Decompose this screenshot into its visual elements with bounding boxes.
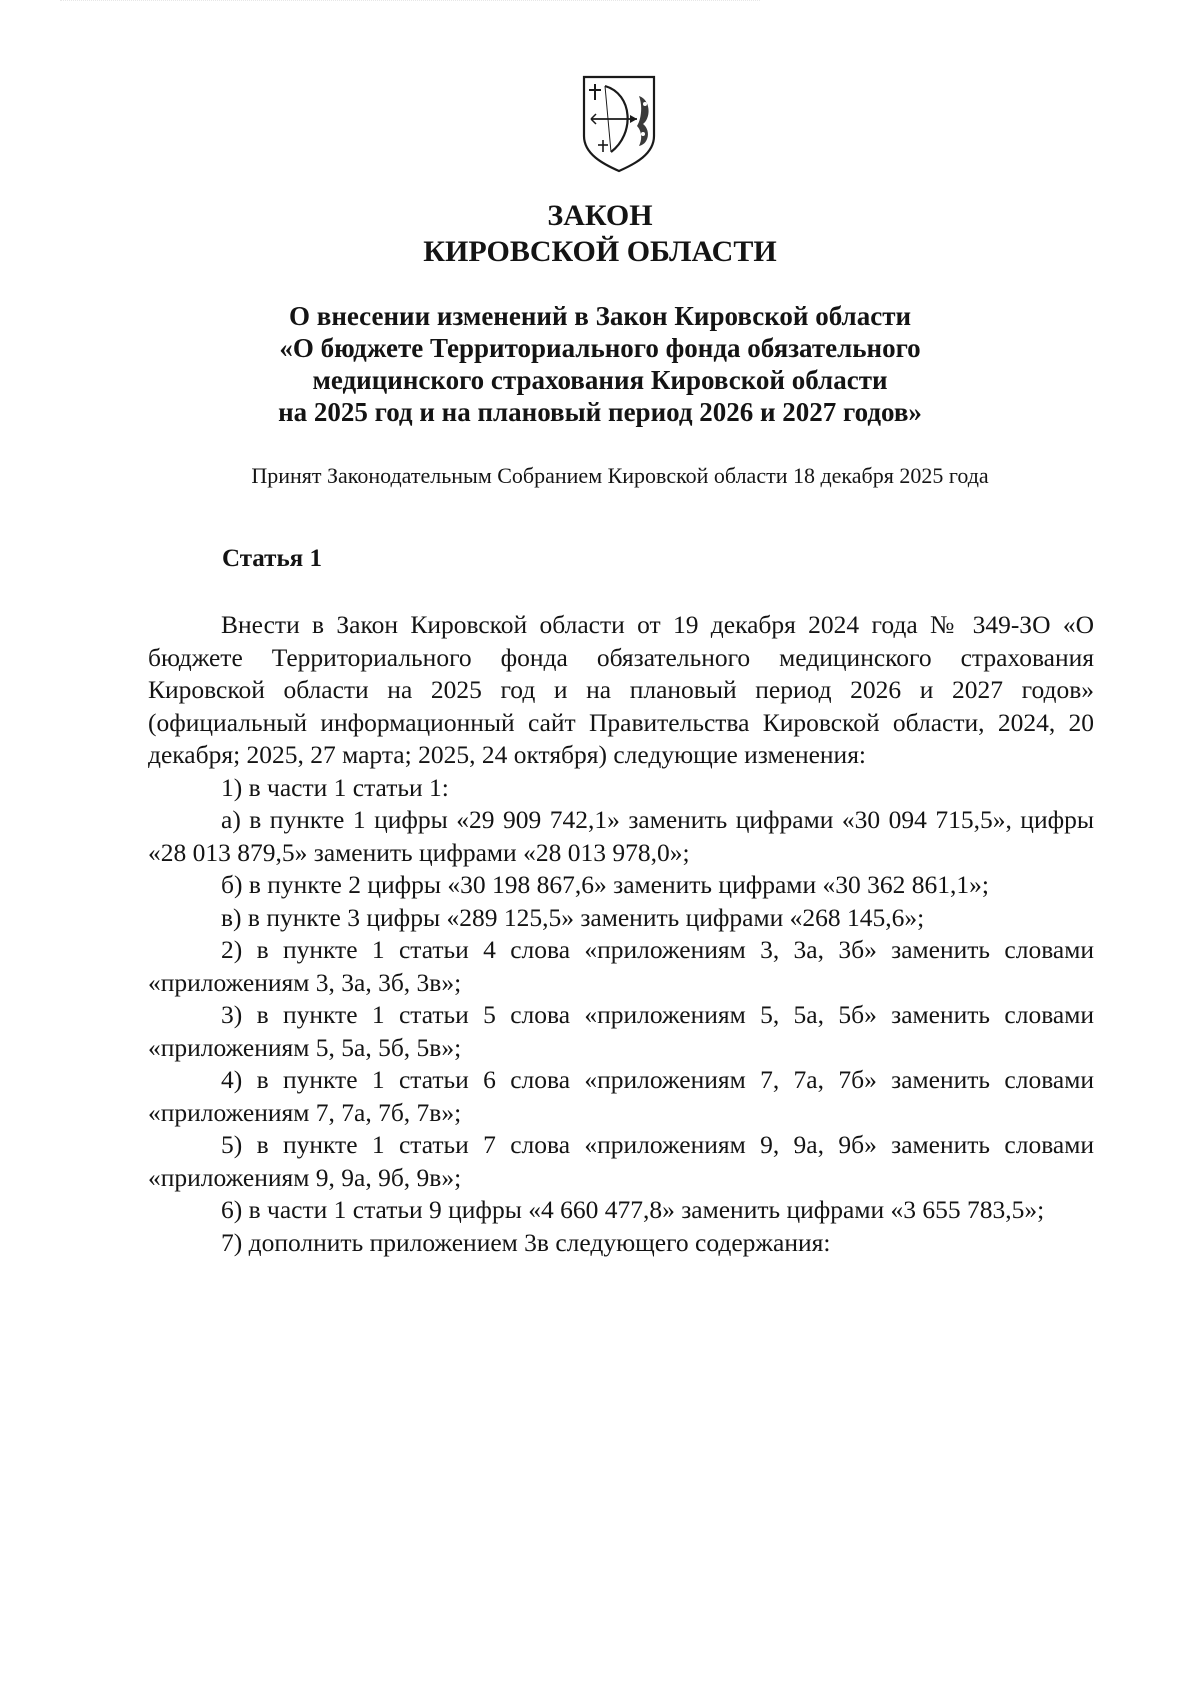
article-body: [148, 609, 1094, 1259]
article-paragraph: 1) в части 1 статьи 1:: [221, 772, 449, 802]
article-paragraph: Внести в Закон Кировской области от 19 декабря 2024 года № 349-ЗО «О бюджете Территориального фонда обязательного медицинского страхования Кировской области на 2025 год и на плановый период 2026 и 2027 годов» (официальный информационный сайт Правительства Кировской области, 2024, 20 декабря; 2025, 27 марта; 2025, 24 октября) следующие изменения:: [148, 610, 1094, 769]
law-subject-line: медицинского страхования Кировской области: [312, 365, 888, 395]
law-title: [0, 198, 1200, 270]
article-paragraph: 2) в пункте 1 статьи 4 слова «приложениям 3, 3а, 3б» заменить словами «приложениям 3, 3а, 3б, 3в»;: [148, 935, 1094, 997]
law-subject-line: О внесении изменений в Закон Кировской области: [288, 301, 912, 331]
adoption-statement: Принят Законодательным Собранием Кировской области 18 декабря 2025 года: [251, 463, 989, 488]
article-paragraph: 7) дополнить приложением 3в следующего содержания:: [221, 1227, 831, 1257]
article-paragraph: 6) в части 1 статьи 9 цифры «4 660 477,8» заменить цифрами «3 655 783,5»;: [221, 1195, 1045, 1224]
coat-of-arms-emblem: [581, 74, 657, 174]
article-paragraph: 4) в пункте 1 статьи 6 слова «приложениям 7, 7а, 7б» заменить словами «приложениям 7, 7а, 7б, 7в»;: [148, 1065, 1094, 1127]
article-paragraph: а) в пункте 1 цифры «29 909 742,1» заменить цифрами «30 094 715,5», цифры «28 013 879,5» заменить цифрами «28 013 978,0»;: [148, 805, 1094, 867]
law-subject: [0, 300, 1200, 428]
law-title-line1: ЗАКОН: [547, 199, 653, 232]
article-paragraph: в) в пункте 3 цифры «289 125,5» заменить цифрами «268 145,6»;: [221, 902, 925, 932]
article-paragraph: б) в пункте 2 цифры «30 198 867,6» заменить цифрами «30 362 861,1»;: [221, 870, 989, 899]
article-paragraph: 3) в пункте 1 статьи 5 слова «приложениям 5, 5а, 5б» заменить словами «приложениям 5, 5а, 5б, 5в»;: [148, 1000, 1094, 1062]
scan-artifact: [60, 0, 760, 7]
law-title-line2: КИРОВСКОЙ ОБЛАСТИ: [423, 235, 777, 268]
law-subject-line: на 2025 год и на плановый период 2026 и 2027 годов»: [278, 397, 922, 427]
article-heading: Статья 1: [222, 545, 322, 572]
law-subject-line: «О бюджете Территориального фонда обязательного: [279, 333, 921, 363]
article-paragraph: 5) в пункте 1 статьи 7 слова «приложениям 9, 9а, 9б» заменить словами «приложениям 9, 9а, 9б, 9в»;: [148, 1130, 1094, 1192]
